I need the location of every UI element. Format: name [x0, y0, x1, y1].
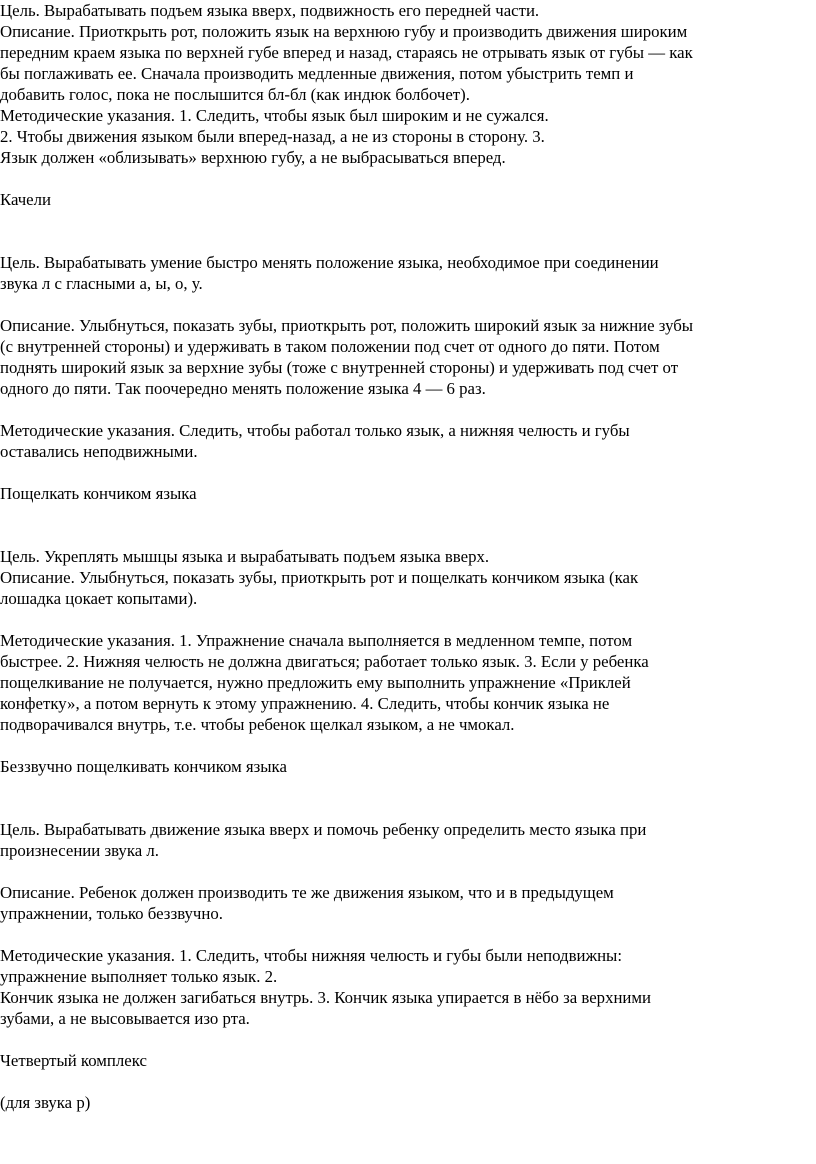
text-line: добавить голос, пока не послышится бл-бл (как индюк болбочет).: [0, 85, 470, 104]
text-line: пощелкивание не получается, нужно предложить ему выполнить упражнение «Приклей: [0, 673, 631, 692]
text-line: бы поглаживать ее. Сначала производить медленные движения, потом убыстрить темп и: [0, 64, 634, 83]
text-line: конфетку», а потом вернуть к этому упражнению. 4. Следить, чтобы кончик языка не: [0, 694, 610, 713]
text-line: Методические указания. 1. Следить, чтобы нижняя челюсть и губы были неподвижны:: [0, 946, 622, 965]
text-line: звука л с гласными а, ы, о, у.: [0, 274, 203, 293]
text-line: Цель. Вырабатывать подъем языка вверх, подвижность его передней части.: [0, 1, 540, 20]
text-line: Цель. Укреплять мышцы языка и вырабатывать подъем языка вверх.: [0, 547, 490, 566]
text-line: одного до пяти. Так поочередно менять положение языка 4 — 6 раз.: [0, 379, 486, 398]
text-line: Описание. Приоткрыть рот, положить язык на верхнюю губу и производить движения широким: [0, 22, 688, 41]
text-line: упражнение выполняет только язык. 2.: [0, 967, 278, 986]
text-line: произнесении звука л.: [0, 841, 159, 860]
text-line: Цель. Вырабатывать умение быстро менять положение языка, необходимое при соединении: [0, 253, 659, 272]
section-heading: Качели: [0, 190, 51, 209]
text-line: быстрее. 2. Нижняя челюсть не должна двигаться; работает только язык. 3. Если у ребенка: [0, 652, 649, 671]
section-heading: Четвертый комплекс: [0, 1051, 147, 1070]
text-line: Методические указания. Следить, чтобы работал только язык, а нижняя челюсть и губы: [0, 421, 630, 440]
text-line: Язык должен «облизывать» верхнюю губу, а не выбрасываться вперед.: [0, 148, 506, 167]
text-line: Описание. Ребенок должен производить те же движения языком, что и в предыдущем: [0, 883, 614, 902]
text-line: Описание. Улыбнуться, показать зубы, приоткрыть рот, положить широкий язык за нижние зубы: [0, 316, 694, 335]
text-line: 2. Чтобы движения языком были вперед-назад, а не из стороны в сторону. 3.: [0, 127, 545, 146]
text-line: оставались неподвижными.: [0, 442, 198, 461]
text-line: передним краем языка по верхней губе вперед и назад, стараясь не отрывать язык от губы — как: [0, 43, 693, 62]
text-line: поднять широкий язык за верхние зубы (тоже с внутренней стороны) и удерживать под счет от: [0, 358, 679, 377]
section-heading: Пощелкать кончиком языка: [0, 484, 197, 503]
text-line: подворачивался внутрь, т.е. чтобы ребенок щелкал языком, а не чмокал.: [0, 715, 515, 734]
text-line: Методические указания. 1. Следить, чтобы язык был широким и не сужался.: [0, 106, 549, 125]
text-line: Кончик языка не должен загибаться внутрь. 3. Кончик языка упирается в нёбо за верхними: [0, 988, 652, 1007]
text-line: Цель. Вырабатывать движение языка вверх и помочь ребенку определить место языка при: [0, 820, 647, 839]
section-heading: Беззвучно пощелкивать кончиком языка: [0, 757, 287, 776]
text-line: лошадка цокает копытами).: [0, 589, 198, 608]
text-line: зубами, а не высовывается изо рта.: [0, 1009, 250, 1028]
text-line: Методические указания. 1. Упражнение сначала выполняется в медленном темпе, потом: [0, 631, 633, 650]
text-line: Описание. Улыбнуться, показать зубы, приоткрыть рот и пощелкать кончиком языка (как: [0, 568, 639, 587]
text-line: упражнении, только беззвучно.: [0, 904, 223, 923]
text-line: (с внутренней стороны) и удерживать в таком положении под счет от одного до пяти. Потом: [0, 337, 660, 356]
section-subheading: (для звука р): [0, 1093, 91, 1112]
